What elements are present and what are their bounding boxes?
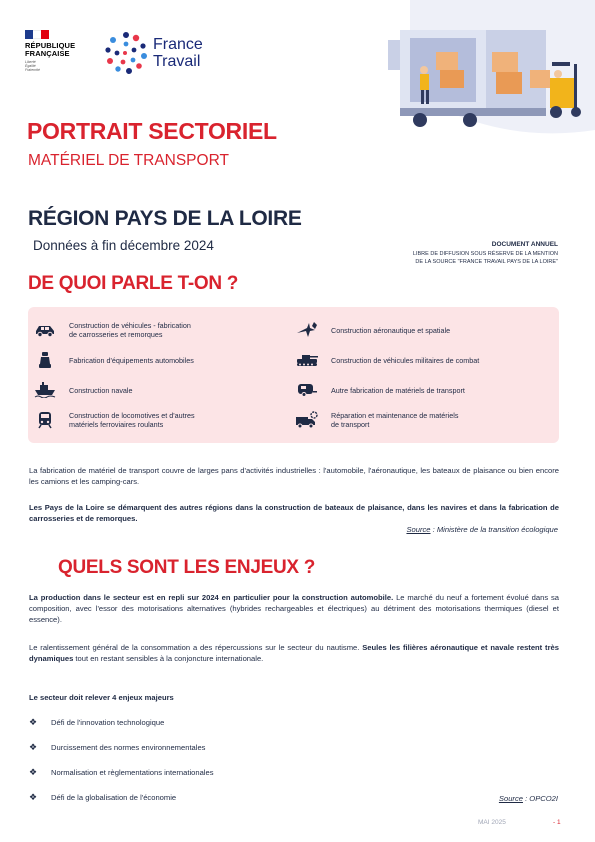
source-text: : Ministère de la transition écologique xyxy=(430,525,558,534)
regional-highlight-paragraph: Les Pays de la Loire se démarquent des autres régions dans la construction de bateaux de plaisance, dans les navires et dans la fabrication de carrosseries et de remorques. xyxy=(29,503,559,523)
sector-item xyxy=(290,345,552,375)
section-title-enjeux: QUELS SONT LES ENJEUX ? xyxy=(58,557,316,578)
sector-item xyxy=(28,315,290,345)
source-label: Source xyxy=(498,794,523,803)
french-flag-icon xyxy=(25,30,49,39)
production-bold: La production dans le secteur est en repli sur 2024 en particulier pour la construction automobile. xyxy=(29,593,394,602)
region-title: RÉGION PAYS DE LA LOIRE xyxy=(28,207,302,230)
sector-item xyxy=(290,315,552,345)
source-text: : OPCO2I xyxy=(522,794,558,803)
france-travail-logo xyxy=(103,30,203,76)
diamond-bullet-icon: ❖ xyxy=(29,792,38,802)
document-annuel-title: DOCUMENT ANNUEL xyxy=(491,241,558,248)
sector-label: Autre fabrication de matériels de transport xyxy=(331,385,465,395)
diffusion-notice-line-1: LIBRE DE DIFFUSION SOUS RÉSERVE DE LA MENTION xyxy=(412,251,558,257)
enjeux-intro: Le secteur doit relever 4 enjeux majeurs xyxy=(29,693,174,702)
list-item: ❖ Défi de l'innovation technologique xyxy=(29,717,165,727)
production-rest: Le marché du neuf a fortement évolué dans sa composition, avec l'essor des motorisations alternatives (hybrides rechargeables et électriques) au détriment des motorisations thermiques (diesel et essence). xyxy=(29,593,559,624)
nautisme-end: tout en restant sensibles à la conjoncture internationale. xyxy=(73,654,264,663)
diamond-bullet-icon: ❖ xyxy=(29,717,38,727)
section-title-de-quoi: DE QUOI PARLE T-ON ? xyxy=(28,273,239,294)
sector-label: Construction de locomotives et d'autres matériels ferroviaires roulants xyxy=(69,411,195,429)
source-ministere xyxy=(406,525,558,534)
sector-label: Réparation et maintenance de matériels de transport xyxy=(331,411,459,429)
sector-item xyxy=(290,405,552,435)
sector-label: Construction de véhicules militaires de combat xyxy=(331,355,480,365)
diamond-bullet-icon: ❖ xyxy=(29,767,38,777)
footer-date: MAI 2025 xyxy=(478,819,506,826)
page-subtitle: MATÉRIEL DE TRANSPORT xyxy=(28,152,229,169)
sector-item xyxy=(290,375,552,405)
production-paragraph xyxy=(29,592,559,625)
enjeux-list xyxy=(29,710,429,810)
list-item: ❖ Défi de la globalisation de l'économie xyxy=(29,792,177,802)
nautisme-start: Le ralentissement général de la consommation a des répercussions sur le secteur du nautisme. xyxy=(29,643,363,652)
rf-motto: Liberté Égalité Fraternité xyxy=(25,60,40,72)
nautisme-bold: Seules les filières aéronautique et navale restent très dynamiques xyxy=(29,643,559,663)
diamond-bullet-icon: ❖ xyxy=(29,742,38,752)
nautisme-paragraph xyxy=(29,642,559,664)
rf-name: RÉPUBLIQUE FRANÇAISE xyxy=(25,41,76,58)
document-annuel-notice xyxy=(358,241,558,266)
france-travail-name: France Travail xyxy=(153,36,203,70)
sector-label: Fabrication d'équipements automobiles xyxy=(69,355,194,365)
list-item: ❖ Normalisation et règlementations internationales xyxy=(29,767,214,777)
truck-repair-icon xyxy=(295,410,319,430)
car-icon xyxy=(33,320,57,340)
sector-label: Construction navale xyxy=(69,385,133,395)
sector-label: Construction de véhicules - fabrication de carrosseries et remorques xyxy=(69,321,191,339)
france-travail-mark-icon xyxy=(103,30,149,76)
logistics-illustration xyxy=(380,0,595,135)
ship-icon xyxy=(33,380,57,400)
source-label: Source xyxy=(406,525,431,534)
plane-rocket-icon xyxy=(295,320,319,340)
sector-item xyxy=(28,345,290,375)
intro-paragraph: La fabrication de matériel de transport couvre de larges pans d'activités industrielles : l'automobile, l'aéronautique, les bateaux de plaisance ou bien encore les camions et les camping-cars. xyxy=(29,466,559,486)
sector-item xyxy=(28,375,290,405)
source-opco2i xyxy=(499,794,558,803)
page-number: - 1 xyxy=(553,819,561,826)
republique-francaise-logo xyxy=(25,30,95,72)
sector-item xyxy=(28,405,290,435)
sector-grid xyxy=(28,315,559,435)
train-icon xyxy=(33,410,57,430)
caravan-icon xyxy=(295,380,319,400)
sector-list-box xyxy=(28,307,559,443)
car-seat-icon xyxy=(33,350,57,370)
data-date: Données à fin décembre 2024 xyxy=(33,238,214,253)
page-title: PORTRAIT SECTORIEL xyxy=(27,118,277,144)
tank-icon xyxy=(295,350,319,370)
diffusion-notice-line-2: DE LA SOURCE "FRANCE TRAVAIL PAYS DE LA LOIRE" xyxy=(415,259,558,265)
sector-label: Construction aéronautique et spatiale xyxy=(331,325,451,335)
list-item: ❖ Durcissement des normes environnementales xyxy=(29,742,206,752)
